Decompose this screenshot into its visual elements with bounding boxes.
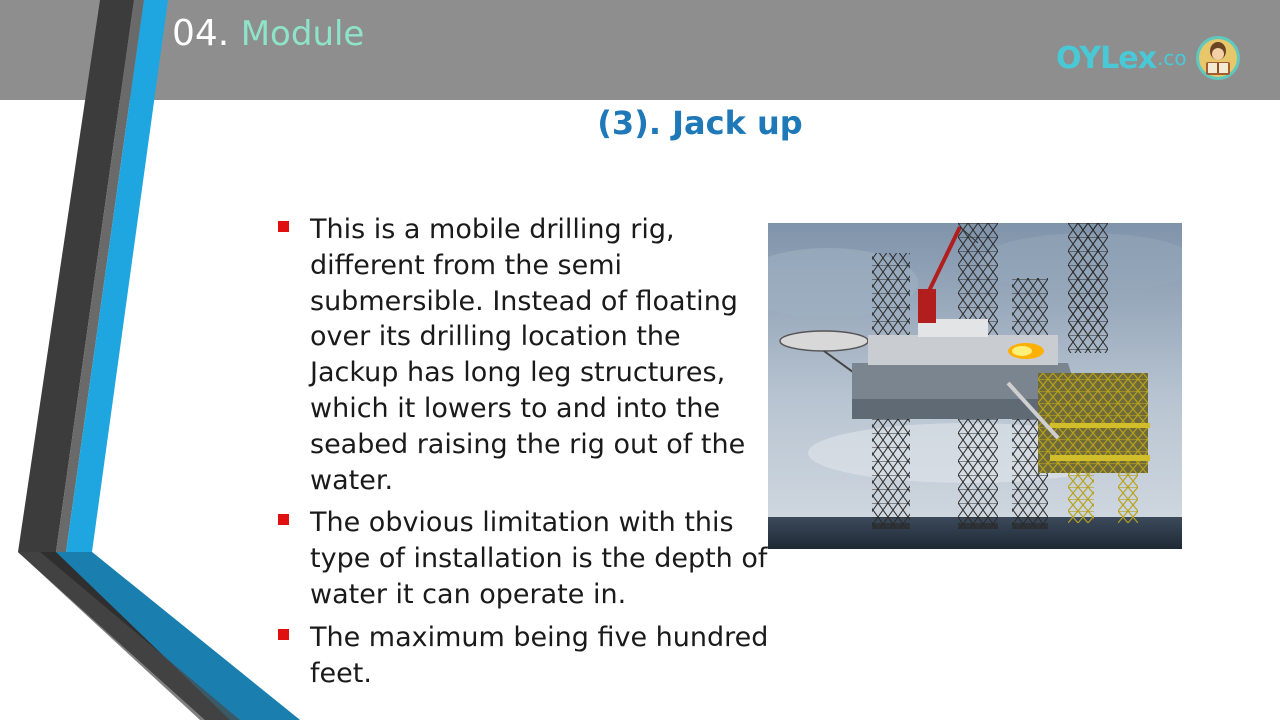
list-item <box>276 505 776 612</box>
square-bullet-icon <box>278 514 289 525</box>
logo-brand-text: OYLex <box>1056 40 1156 76</box>
bullet-text: The maximum being five hundred feet. <box>310 621 769 689</box>
bullet-text: The obvious limitation with this type of installation is the depth of water it can operate in. <box>310 507 768 610</box>
square-bullet-icon <box>278 221 289 232</box>
jackup-rig-photo <box>768 223 1182 549</box>
brand-logo[interactable] <box>1056 34 1241 82</box>
list-item <box>276 212 776 498</box>
reader-avatar-icon <box>1195 35 1241 81</box>
bullet-list <box>276 212 776 691</box>
module-heading <box>172 10 364 58</box>
list-item <box>276 620 776 692</box>
square-bullet-icon <box>278 629 289 640</box>
slide-title: (3). Jack up <box>597 104 803 142</box>
bullet-text: This is a mobile drilling rig, different from the semi submersible. Instead of floating over its drilling location the Jackup has long leg structures, which it lowers to and into the seabed raising the rig out of the water. <box>310 214 746 496</box>
logo-suffix-text: .co <box>1156 46 1187 70</box>
module-label: Module <box>240 14 365 54</box>
module-number: 04. <box>172 13 230 54</box>
